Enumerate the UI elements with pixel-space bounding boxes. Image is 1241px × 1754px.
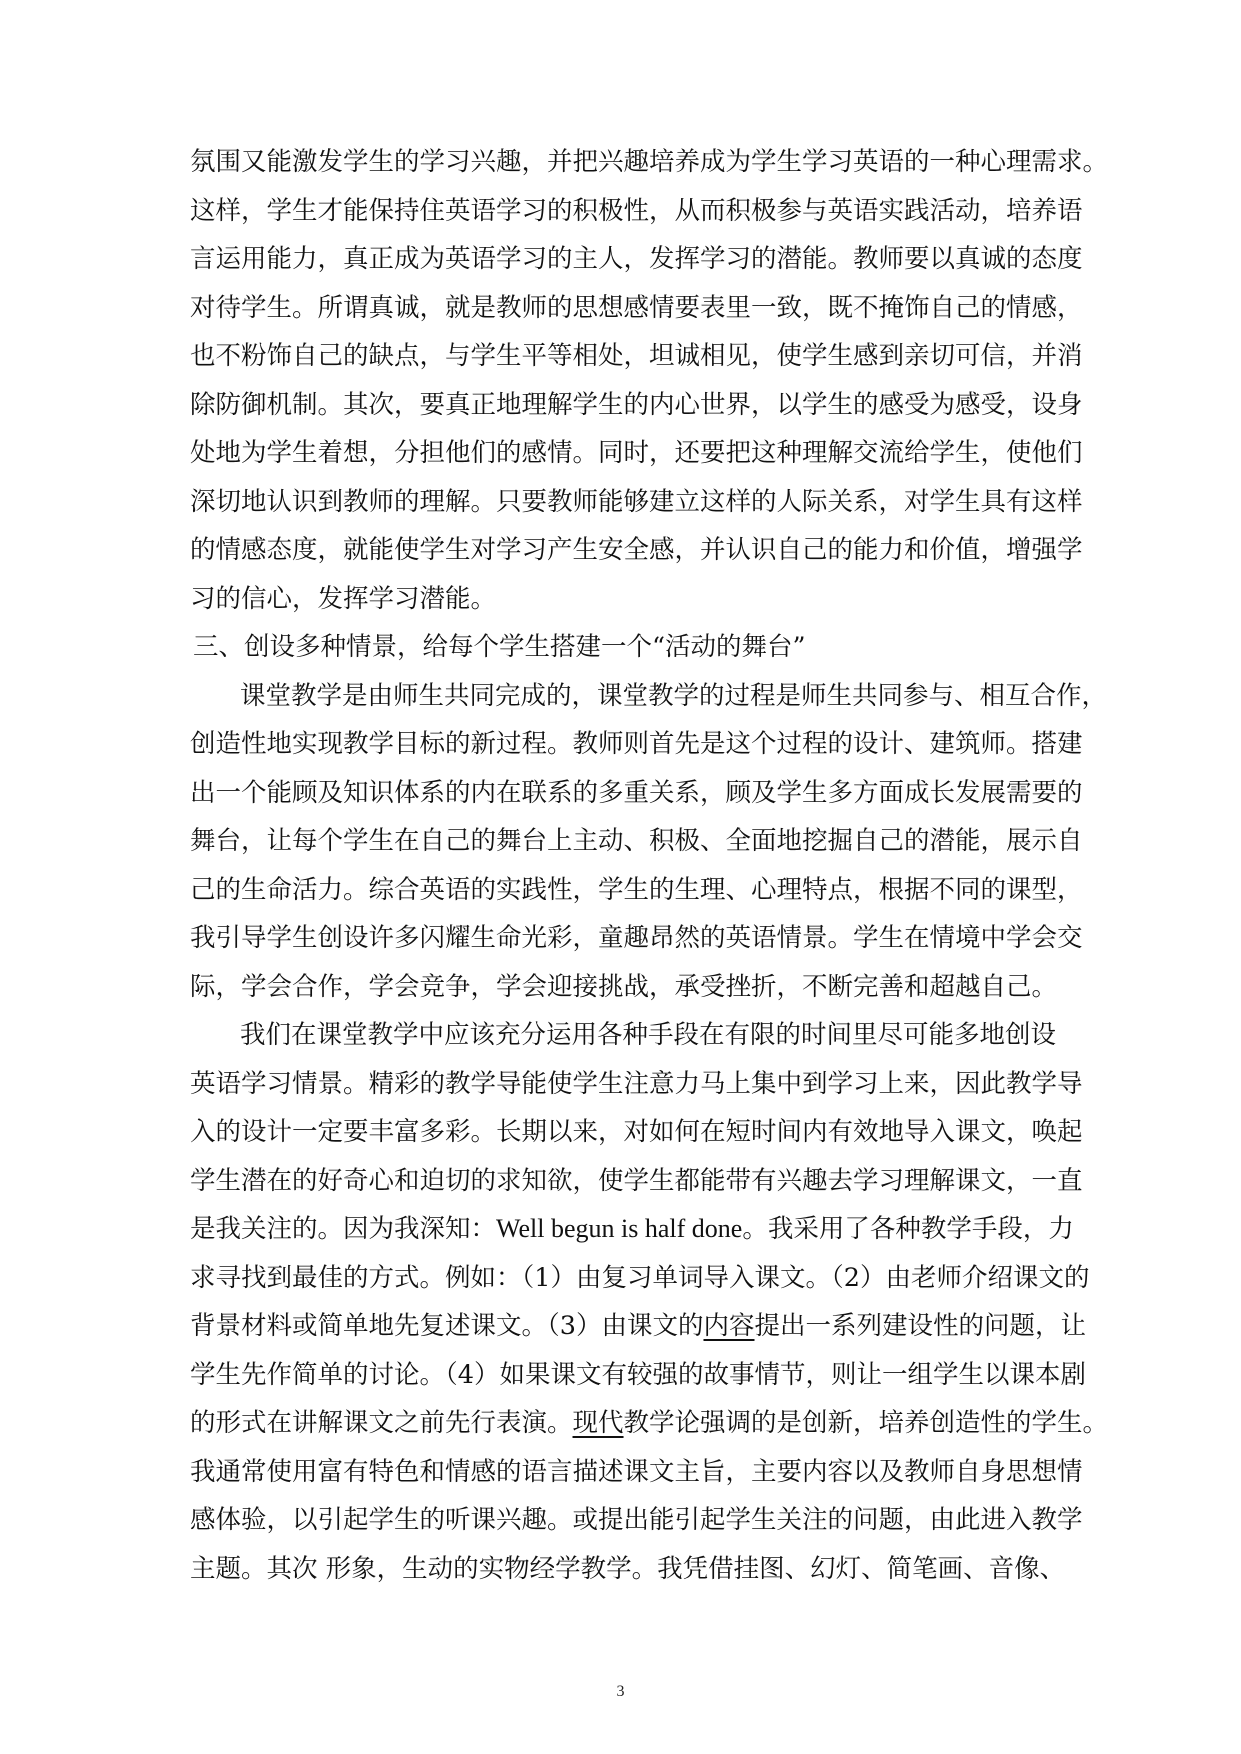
underlined-text: 内容	[703, 1311, 755, 1341]
text-line: 出一个能顾及知识体系的内在联系的多重关系，顾及学生多方面成长发展需要的	[190, 777, 1083, 808]
section-heading: 三、创设多种情景，给每个学生搭建一个“活动的舞台”	[193, 632, 806, 662]
text-line	[190, 1302, 1087, 1351]
text-line: 的情感态度，就能使学生对学习产生安全感，并认识自己的能力和价值，增强学	[190, 535, 1083, 565]
text-line	[190, 1205, 1074, 1254]
text-line: 入的设计一定要丰富多彩。长期以来，对如何在短时间内有效地导入课文，唤起	[190, 1117, 1083, 1147]
text-line	[190, 1399, 1109, 1448]
text-segment: 教学论强调的是创新，培养创造性的学生。	[623, 1408, 1109, 1438]
text-segment: 的形式在讲解课文之前先行表演。	[190, 1408, 573, 1438]
text-line: 也不粉饰自己的缺点，与学生平等相处，坦诚相见，使学生感到亲切可信，并消	[190, 341, 1083, 371]
text-segment: 。我采用了各种教学手段，力	[742, 1214, 1074, 1244]
text-line: 主题。其次 形象，生动的实物经学教学。我凭借挂图、幻灯、简笔画、音像、	[190, 1553, 1066, 1584]
underlined-text: 现代	[572, 1408, 624, 1438]
text-line: 我通常使用富有特色和情感的语言描述课文主旨，主要内容以及教师自身思想情	[190, 1456, 1083, 1487]
text-line: 这样，学生才能保持住英语学习的积极性，从而积极参与英语实践活动，培养语	[190, 195, 1083, 226]
text-line: 氛围又能激发学生的学习兴趣，并把兴趣培养成为学生学习英语的一种心理需求。	[190, 147, 1109, 177]
text-line: 己的生命活力。综合英语的实践性，学生的生理、心理特点，根据不同的课型，	[190, 874, 1083, 905]
text-line: 对待学生。所谓真诚，就是教师的思想感情要表里一致，既不掩饰自己的情感，	[190, 292, 1083, 323]
paragraph-first-line: 我们在课堂教学中应该充分运用各种手段在有限的时间里尽可能多地创设	[240, 1020, 1057, 1050]
text-line: 除防御机制。其次，要真正地理解学生的内心世界，以学生的感受为感受，设身	[190, 389, 1083, 420]
text-segment: 背景材料或简单地先复述课文。（3）由课文的	[190, 1311, 704, 1341]
text-line: 言运用能力，真正成为英语学习的主人，发挥学习的潜能。教师要以真诚的态度	[190, 244, 1083, 274]
text-line: 际，学会合作，学会竞争，学会迎接挑战，承受挫折，不断完善和超越自己。	[190, 971, 1058, 1002]
text-line: 我引导学生创设许多闪耀生命光彩，童趣昂然的英语情景。学生在情境中学会交	[190, 923, 1083, 953]
text-line: 深切地认识到教师的理解。只要教师能够建立这样的人际关系，对学生具有这样	[190, 486, 1083, 517]
text-line: 学生潜在的好奇心和迫切的求知欲，使学生都能带有兴趣去学习理解课文，一直	[190, 1165, 1083, 1196]
text-line: 创造性地实现教学目标的新过程。教师则首先是这个过程的设计、建筑师。搭建	[190, 729, 1083, 759]
text-line: 学生先作简单的讨论。（4）如果课文有较强的故事情节，则让一组学生以课本剧	[190, 1359, 1086, 1390]
text-line: 感体验，以引起学生的听课兴趣。或提出能引起学生关注的问题，由此进入教学	[190, 1505, 1083, 1535]
text-line: 英语学习情景。精彩的教学导能使学生注意力马上集中到学习上来，因此教学导	[190, 1068, 1083, 1099]
text-line: 舞台，让每个学生在自己的舞台上主动、积极、全面地挖掘自己的潜能，展示自	[190, 826, 1083, 856]
text-line: 习的信心，发挥学习潜能。	[190, 583, 497, 614]
text-segment: 提出一系列建设性的问题，让	[754, 1311, 1087, 1341]
paragraph-first-line: 课堂教学是由师生共同完成的，课堂教学的过程是师生共同参与、相互合作，	[240, 680, 1108, 711]
text-line: 求寻找到最佳的方式。例如：（1）由复习单词导入课文。（2）由老师介绍课文的	[190, 1262, 1090, 1293]
text-segment: 是我关注的。因为我深知：	[190, 1214, 497, 1244]
english-quote: Well begun is half done	[496, 1214, 743, 1243]
body-text	[190, 138, 1109, 1593]
text-line: 处地为学生着想，分担他们的感情。同时，还要把这种理解交流给学生，使他们	[190, 438, 1083, 468]
page-number: 3	[616, 1683, 625, 1700]
